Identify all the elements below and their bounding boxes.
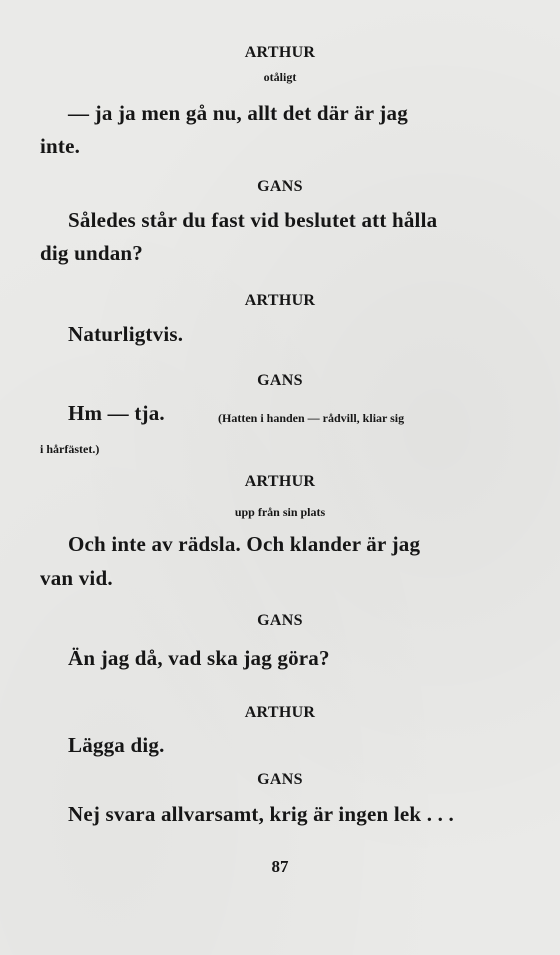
page-number: 87 [271, 857, 289, 876]
speaker-name: GANS [257, 178, 303, 195]
speaker-name: ARTHUR [244, 44, 316, 61]
speaker-name: GANS [257, 612, 303, 629]
dialogue-line: Naturligtvis. [68, 322, 184, 346]
dialogue-line: Hm — tja. [68, 401, 165, 425]
dialogue-line: — ja ja men gå nu, allt det där är jag [68, 101, 408, 125]
speaker-name: ARTHUR [244, 473, 316, 490]
speaker-name: GANS [257, 372, 303, 389]
dialogue-line: van vid. [40, 566, 113, 590]
dialogue-line: dig undan? [40, 241, 143, 265]
speaker-name: GANS [257, 771, 303, 788]
stage-direction: i hårfästet.) [40, 442, 100, 456]
dialogue-line: Och inte av rädsla. Och klander är jag [68, 532, 421, 556]
dialogue-line: Nej svara allvarsamt, krig är ingen lek . . . [68, 802, 454, 826]
dialogue-line: Således står du fast vid beslutet att hålla [68, 208, 438, 232]
speaker-name: ARTHUR [244, 704, 316, 721]
stage-direction: upp från sin plats [234, 505, 326, 519]
stage-direction: otåligt [263, 70, 297, 84]
stage-direction: (Hatten i handen — rådvill, kliar sig [218, 411, 405, 425]
dialogue-line: inte. [40, 134, 81, 158]
dialogue-line: Än jag då, vad ska jag göra? [68, 646, 330, 670]
speaker-name: ARTHUR [244, 292, 316, 309]
dialogue-line: Lägga dig. [68, 733, 165, 757]
